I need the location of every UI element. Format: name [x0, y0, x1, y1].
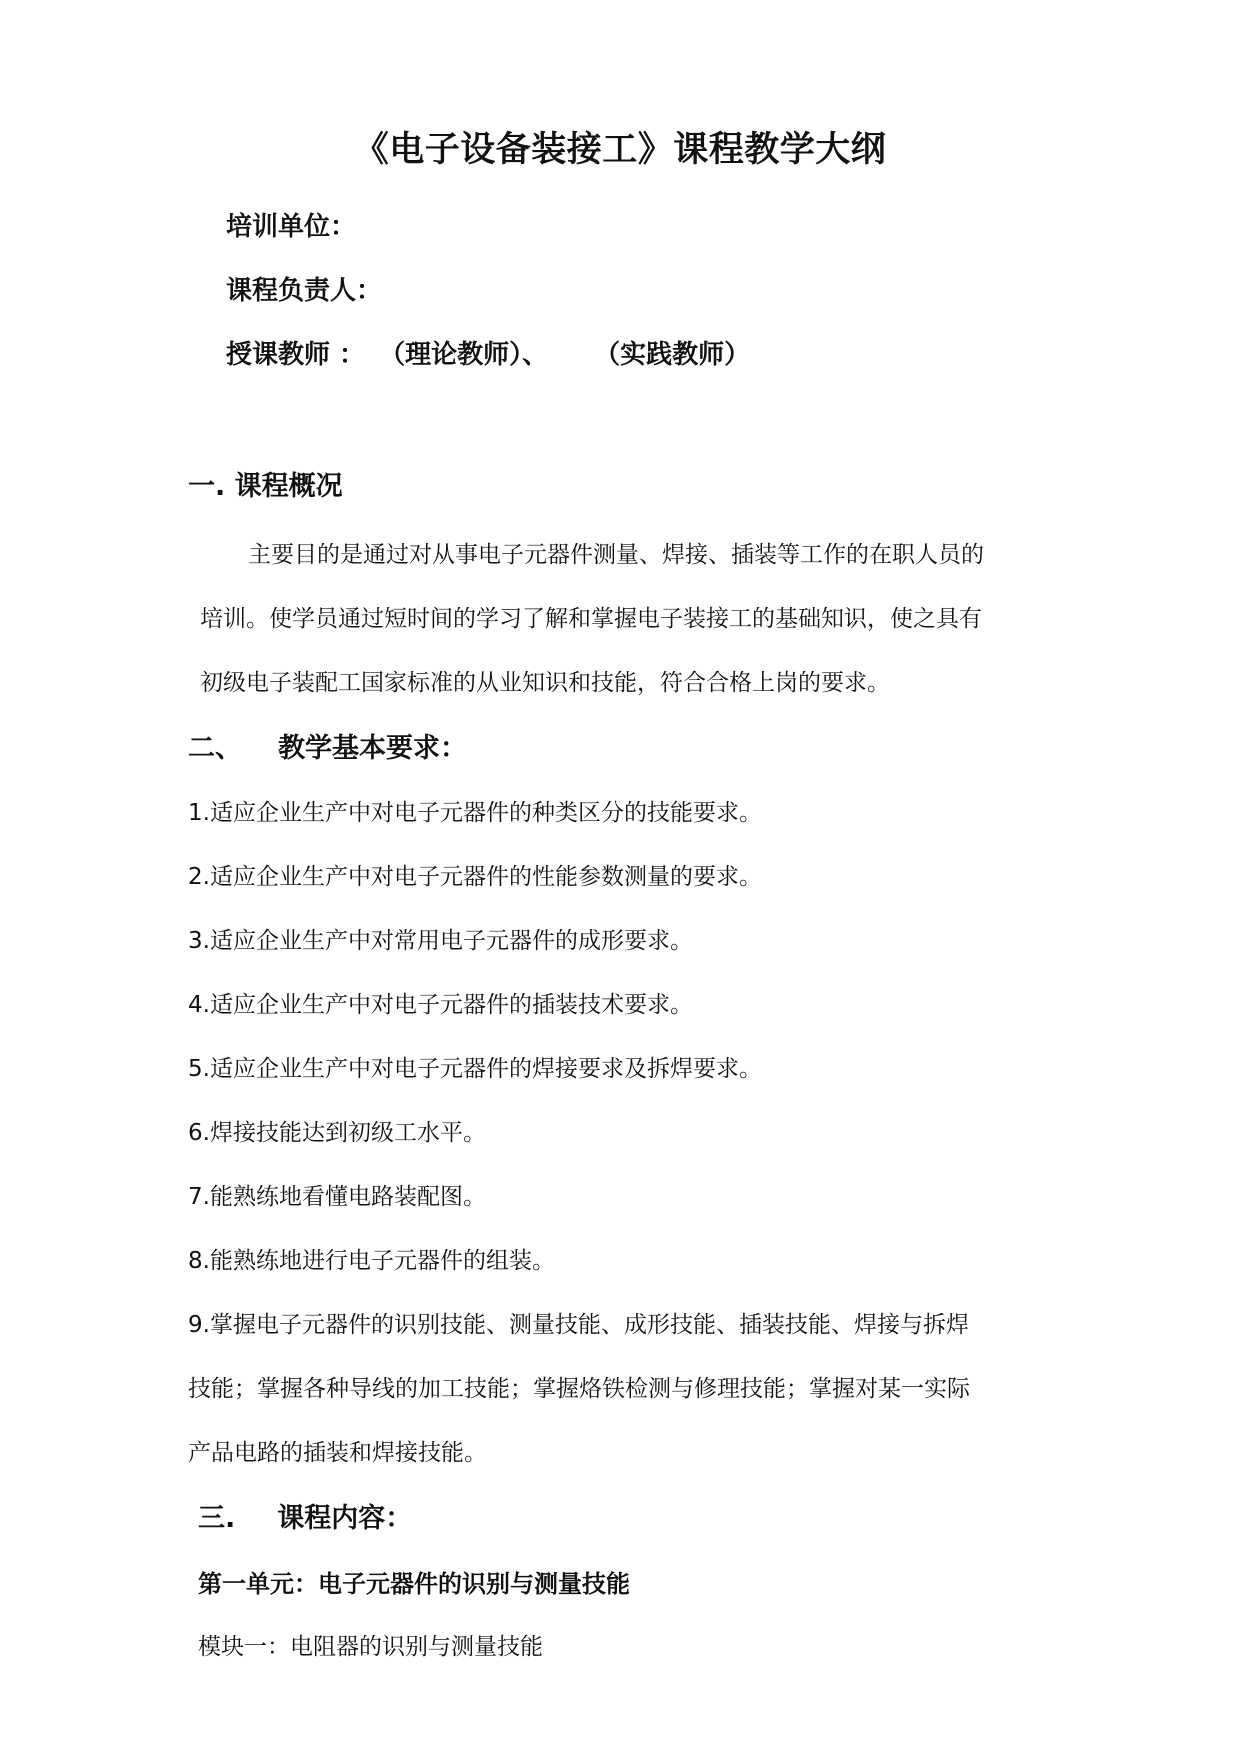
- requirement-item-9-line-1: 9.掌握电子元器件的识别技能、测量技能、成形技能、插装技能、焊接与拆焊: [188, 1312, 969, 1338]
- requirement-item-7: 7.能熟练地看懂电路装配图。: [188, 1184, 486, 1210]
- requirement-item-3: 3.适应企业生产中对常用电子元器件的成形要求。: [188, 928, 693, 954]
- module1-label: 模块一：电阻器的识别与测量技能: [198, 1634, 543, 1660]
- theory-teacher-label: （理论教师）、: [379, 340, 549, 370]
- practice-teacher-label: （实践教师）: [594, 340, 751, 370]
- unit1-heading: 第一单元：电子元器件的识别与测量技能: [198, 1570, 630, 1598]
- section1-line-2: 培训。使学员通过短时间的学习了解和掌握电子装接工的基础知识，使之具有: [200, 606, 982, 632]
- requirement-item-8: 8.能熟练地进行电子元器件的组装。: [188, 1248, 555, 1274]
- requirement-item-6: 6.焊接技能达到初级工水平。: [188, 1120, 486, 1146]
- section2-heading: [188, 726, 467, 765]
- teachers-label: 授课教师 ：: [226, 340, 366, 370]
- section3-heading-number: 三.: [198, 1503, 236, 1534]
- section3-heading-text: 课程内容：: [277, 1503, 413, 1534]
- requirement-item-9-line-2: 技能；掌握各种导线的加工技能；掌握烙铁检测与修理技能；掌握对某一实际: [188, 1376, 970, 1402]
- course-lead-label: 课程负责人：: [226, 276, 383, 306]
- requirement-item-4: 4.适应企业生产中对电子元器件的插装技术要求。: [188, 992, 693, 1018]
- section2-heading-number: 二、: [188, 733, 242, 764]
- teachers-line: [226, 334, 750, 371]
- section2-heading-text: 教学基本要求：: [278, 733, 467, 764]
- section1-line-1: 主要目的是通过对从事电子元器件测量、焊接、插装等工作的在职人员的: [248, 542, 984, 568]
- requirement-item-1: 1.适应企业生产中对电子元器件的种类区分的技能要求。: [188, 800, 762, 826]
- document-title: 《电子设备装接工》课程教学大纲: [353, 130, 887, 170]
- section1-line-3: 初级电子装配工国家标准的从业知识和技能，符合合格上岗的要求。: [200, 670, 890, 696]
- section1-heading: 一. 课程概况: [188, 471, 343, 502]
- training-unit-label: 培训单位：: [226, 212, 357, 242]
- requirement-item-9-line-3: 产品电路的插装和焊接技能。: [188, 1440, 487, 1466]
- section3-heading: [198, 1496, 412, 1535]
- requirement-item-2: 2.适应企业生产中对电子元器件的性能参数测量的要求。: [188, 864, 762, 890]
- requirement-item-5: 5.适应企业生产中对电子元器件的焊接要求及拆焊要求。: [188, 1056, 762, 1082]
